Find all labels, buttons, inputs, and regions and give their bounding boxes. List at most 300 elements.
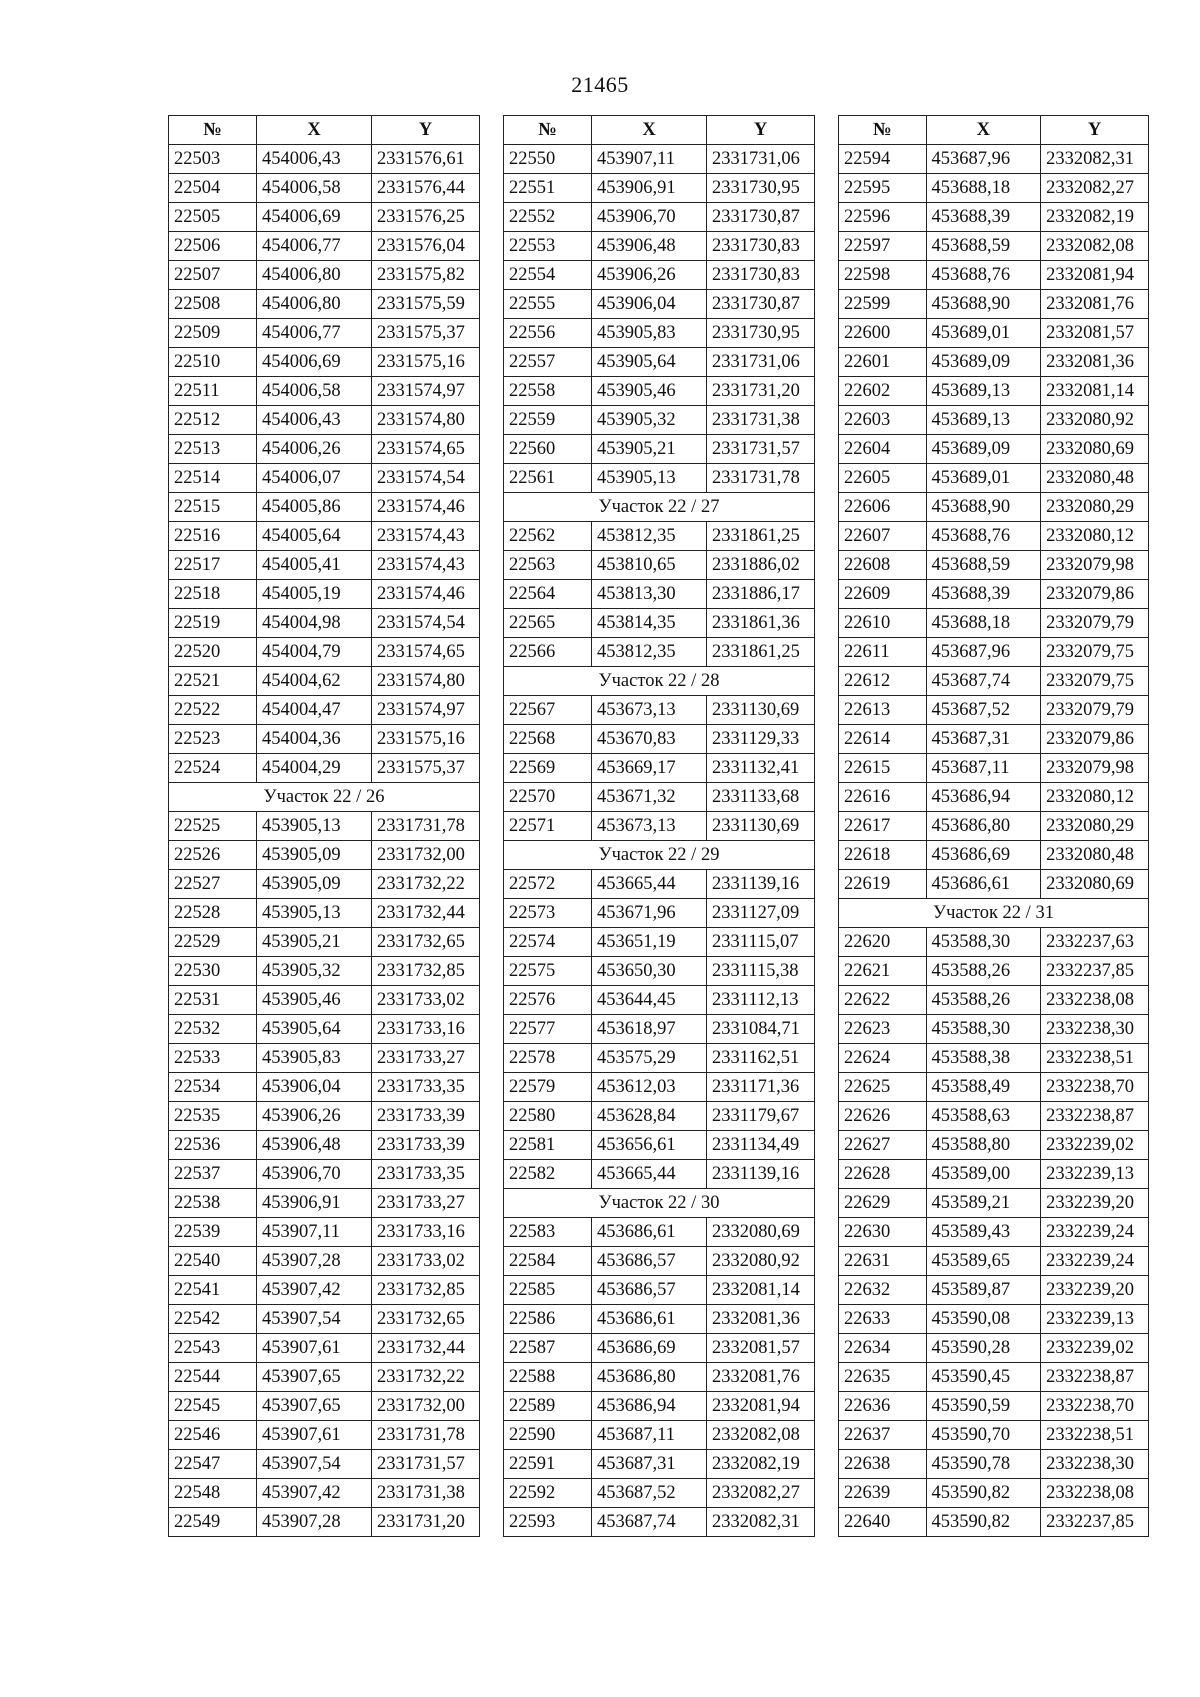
point-number-cell: 22558 xyxy=(504,377,592,406)
point-number-cell: 22536 xyxy=(169,1131,257,1160)
y-coordinate-cell: 2331730,95 xyxy=(707,174,815,203)
y-coordinate-cell: 2331732,85 xyxy=(372,1276,480,1305)
y-coordinate-cell: 2331886,17 xyxy=(707,580,815,609)
section-title: Участок 22 / 30 xyxy=(504,1189,815,1218)
x-coordinate-cell: 453688,59 xyxy=(926,232,1041,261)
y-coordinate-cell: 2332238,51 xyxy=(1041,1421,1149,1450)
x-coordinate-cell: 453810,65 xyxy=(592,551,707,580)
y-coordinate-cell: 2331574,54 xyxy=(372,464,480,493)
table-row xyxy=(839,696,1149,725)
table-row xyxy=(169,1334,480,1363)
section-title: Участок 22 / 29 xyxy=(504,841,815,870)
section-row xyxy=(169,783,480,812)
point-number-cell: 22613 xyxy=(839,696,927,725)
point-number-cell: 22507 xyxy=(169,261,257,290)
y-coordinate-cell: 2331730,83 xyxy=(707,261,815,290)
x-coordinate-cell: 453907,11 xyxy=(257,1218,372,1247)
point-number-cell: 22607 xyxy=(839,522,927,551)
point-number-cell: 22628 xyxy=(839,1160,927,1189)
y-coordinate-cell: 2331130,69 xyxy=(707,696,815,725)
y-coordinate-cell: 2331732,44 xyxy=(372,1334,480,1363)
x-coordinate-cell: 454006,43 xyxy=(257,145,372,174)
table-row xyxy=(169,232,480,261)
y-coordinate-cell: 2331139,16 xyxy=(707,1160,815,1189)
table-row xyxy=(839,928,1149,957)
x-coordinate-cell: 453812,35 xyxy=(592,638,707,667)
table-row xyxy=(839,812,1149,841)
x-coordinate-cell: 454006,80 xyxy=(257,261,372,290)
y-coordinate-cell: 2331574,43 xyxy=(372,551,480,580)
table-header-row xyxy=(169,116,480,145)
point-number-cell: 22599 xyxy=(839,290,927,319)
y-coordinate-cell: 2331732,22 xyxy=(372,870,480,899)
x-coordinate-cell: 453905,21 xyxy=(592,435,707,464)
table-row xyxy=(169,1305,480,1334)
point-number-cell: 22579 xyxy=(504,1073,592,1102)
table-row xyxy=(169,754,480,783)
x-coordinate-cell: 454006,07 xyxy=(257,464,372,493)
table-row xyxy=(839,1015,1149,1044)
table-row xyxy=(839,1131,1149,1160)
table-row xyxy=(169,928,480,957)
table-row xyxy=(839,1392,1149,1421)
y-coordinate-cell: 2331731,78 xyxy=(372,1421,480,1450)
point-number-cell: 22540 xyxy=(169,1247,257,1276)
point-number-cell: 22543 xyxy=(169,1334,257,1363)
point-number-cell: 22630 xyxy=(839,1218,927,1247)
y-coordinate-cell: 2332080,12 xyxy=(1041,522,1149,551)
y-coordinate-cell: 2332082,08 xyxy=(1041,232,1149,261)
x-coordinate-cell: 453687,11 xyxy=(592,1421,707,1450)
x-coordinate-cell: 453687,31 xyxy=(592,1450,707,1479)
x-coordinate-cell: 453671,32 xyxy=(592,783,707,812)
table-row xyxy=(839,377,1149,406)
y-coordinate-cell: 2332079,98 xyxy=(1041,754,1149,783)
y-coordinate-cell: 2332238,51 xyxy=(1041,1044,1149,1073)
section-title: Участок 22 / 27 xyxy=(504,493,815,522)
point-number-cell: 22509 xyxy=(169,319,257,348)
y-coordinate-cell: 2331130,69 xyxy=(707,812,815,841)
table-row xyxy=(839,870,1149,899)
table-row xyxy=(169,290,480,319)
point-number-cell: 22590 xyxy=(504,1421,592,1450)
point-number-cell: 22609 xyxy=(839,580,927,609)
table-row xyxy=(839,232,1149,261)
table-row xyxy=(504,957,815,986)
table-row xyxy=(504,435,815,464)
y-coordinate-cell: 2331731,38 xyxy=(372,1479,480,1508)
x-coordinate-cell: 454004,47 xyxy=(257,696,372,725)
y-coordinate-cell: 2331731,20 xyxy=(707,377,815,406)
point-number-cell: 22580 xyxy=(504,1102,592,1131)
point-number-cell: 22585 xyxy=(504,1276,592,1305)
y-coordinate-cell: 2332082,31 xyxy=(707,1508,815,1537)
x-coordinate-cell: 453686,94 xyxy=(592,1392,707,1421)
table-row xyxy=(169,551,480,580)
table-row xyxy=(839,1363,1149,1392)
table-row xyxy=(169,1189,480,1218)
y-coordinate-cell: 2331861,25 xyxy=(707,638,815,667)
y-coordinate-cell: 2332239,20 xyxy=(1041,1276,1149,1305)
y-coordinate-cell: 2332239,02 xyxy=(1041,1334,1149,1363)
x-coordinate-cell: 453687,74 xyxy=(592,1508,707,1537)
x-coordinate-cell: 453688,59 xyxy=(926,551,1041,580)
y-coordinate-cell: 2331732,00 xyxy=(372,841,480,870)
y-coordinate-cell: 2331733,27 xyxy=(372,1189,480,1218)
y-coordinate-cell: 2332079,79 xyxy=(1041,696,1149,725)
point-number-cell: 22639 xyxy=(839,1479,927,1508)
x-coordinate-cell: 453589,21 xyxy=(926,1189,1041,1218)
x-coordinate-cell: 453688,90 xyxy=(926,493,1041,522)
x-coordinate-cell: 453686,69 xyxy=(592,1334,707,1363)
y-coordinate-cell: 2332079,86 xyxy=(1041,580,1149,609)
table-row xyxy=(839,348,1149,377)
x-coordinate-cell: 454006,69 xyxy=(257,348,372,377)
point-number-cell: 22567 xyxy=(504,696,592,725)
x-coordinate-cell: 453575,29 xyxy=(592,1044,707,1073)
x-coordinate-cell: 453588,38 xyxy=(926,1044,1041,1073)
table-row xyxy=(839,1247,1149,1276)
table-row xyxy=(169,1363,480,1392)
point-number-cell: 22614 xyxy=(839,725,927,754)
y-coordinate-cell: 2331732,00 xyxy=(372,1392,480,1421)
x-coordinate-cell: 453673,13 xyxy=(592,812,707,841)
y-coordinate-cell: 2331576,61 xyxy=(372,145,480,174)
x-coordinate-cell: 454006,58 xyxy=(257,174,372,203)
table-row xyxy=(839,1334,1149,1363)
y-coordinate-cell: 2331732,22 xyxy=(372,1363,480,1392)
x-coordinate-cell: 453907,61 xyxy=(257,1421,372,1450)
y-coordinate-cell: 2331733,16 xyxy=(372,1015,480,1044)
y-coordinate-cell: 2332238,70 xyxy=(1041,1073,1149,1102)
section-row xyxy=(839,899,1149,928)
table-row xyxy=(169,377,480,406)
table-row xyxy=(839,1218,1149,1247)
x-coordinate-cell: 453906,04 xyxy=(592,290,707,319)
point-number-cell: 22632 xyxy=(839,1276,927,1305)
point-number-cell: 22551 xyxy=(504,174,592,203)
point-number-cell: 22575 xyxy=(504,957,592,986)
point-number-cell: 22508 xyxy=(169,290,257,319)
x-coordinate-cell: 453687,74 xyxy=(926,667,1041,696)
table-row xyxy=(839,1276,1149,1305)
x-coordinate-cell: 453907,65 xyxy=(257,1392,372,1421)
table-row xyxy=(839,986,1149,1015)
y-coordinate-cell: 2331084,71 xyxy=(707,1015,815,1044)
table-row xyxy=(169,580,480,609)
point-number-cell: 22584 xyxy=(504,1247,592,1276)
point-number-cell: 22529 xyxy=(169,928,257,957)
point-number-cell: 22549 xyxy=(169,1508,257,1537)
table-row xyxy=(839,1044,1149,1073)
table-row xyxy=(504,290,815,319)
table-row xyxy=(839,493,1149,522)
x-coordinate-cell: 453905,64 xyxy=(257,1015,372,1044)
section-title: Участок 22 / 31 xyxy=(839,899,1149,928)
y-coordinate-cell: 2332080,69 xyxy=(1041,435,1149,464)
table-row xyxy=(504,1421,815,1450)
point-number-cell: 22538 xyxy=(169,1189,257,1218)
point-number-cell: 22528 xyxy=(169,899,257,928)
y-coordinate-cell: 2332082,08 xyxy=(707,1421,815,1450)
y-coordinate-cell: 2331132,41 xyxy=(707,754,815,783)
point-number-cell: 22553 xyxy=(504,232,592,261)
x-coordinate-cell: 453612,03 xyxy=(592,1073,707,1102)
point-number-cell: 22634 xyxy=(839,1334,927,1363)
point-number-cell: 22504 xyxy=(169,174,257,203)
table-row xyxy=(169,1102,480,1131)
point-number-cell: 22619 xyxy=(839,870,927,899)
x-coordinate-cell: 453589,00 xyxy=(926,1160,1041,1189)
table-row xyxy=(504,1363,815,1392)
table-row xyxy=(839,261,1149,290)
point-number-cell: 22514 xyxy=(169,464,257,493)
y-coordinate-cell: 2331733,16 xyxy=(372,1218,480,1247)
point-number-cell: 22638 xyxy=(839,1450,927,1479)
x-coordinate-cell: 453588,30 xyxy=(926,1015,1041,1044)
x-coordinate-cell: 453588,26 xyxy=(926,986,1041,1015)
point-number-cell: 22566 xyxy=(504,638,592,667)
point-number-cell: 22591 xyxy=(504,1450,592,1479)
y-coordinate-cell: 2332237,63 xyxy=(1041,928,1149,957)
y-coordinate-cell: 2331574,46 xyxy=(372,493,480,522)
y-coordinate-cell: 2331115,07 xyxy=(707,928,815,957)
y-coordinate-cell: 2331574,43 xyxy=(372,522,480,551)
y-coordinate-cell: 2332081,14 xyxy=(707,1276,815,1305)
y-coordinate-cell: 2331730,95 xyxy=(707,319,815,348)
point-number-cell: 22530 xyxy=(169,957,257,986)
y-coordinate-cell: 2332081,14 xyxy=(1041,377,1149,406)
x-coordinate-cell: 454006,69 xyxy=(257,203,372,232)
table-row xyxy=(839,1508,1149,1537)
table-row xyxy=(504,203,815,232)
point-number-cell: 22518 xyxy=(169,580,257,609)
table-row xyxy=(504,609,815,638)
x-coordinate-cell: 453907,11 xyxy=(592,145,707,174)
point-number-cell: 22570 xyxy=(504,783,592,812)
y-coordinate-cell: 2331575,16 xyxy=(372,348,480,377)
table-row xyxy=(839,1160,1149,1189)
y-coordinate-cell: 2331731,78 xyxy=(372,812,480,841)
y-coordinate-cell: 2331730,83 xyxy=(707,232,815,261)
x-coordinate-cell: 454004,36 xyxy=(257,725,372,754)
point-number-cell: 22548 xyxy=(169,1479,257,1508)
y-coordinate-cell: 2331732,85 xyxy=(372,957,480,986)
x-coordinate-cell: 453628,84 xyxy=(592,1102,707,1131)
point-number-cell: 22556 xyxy=(504,319,592,348)
point-number-cell: 22627 xyxy=(839,1131,927,1160)
table-row xyxy=(169,609,480,638)
x-coordinate-cell: 453905,09 xyxy=(257,841,372,870)
y-coordinate-cell: 2331733,35 xyxy=(372,1160,480,1189)
y-coordinate-cell: 2331171,36 xyxy=(707,1073,815,1102)
y-coordinate-cell: 2332079,75 xyxy=(1041,667,1149,696)
table-row xyxy=(504,261,815,290)
point-number-cell: 22635 xyxy=(839,1363,927,1392)
y-coordinate-cell: 2331733,39 xyxy=(372,1102,480,1131)
x-coordinate-cell: 453688,18 xyxy=(926,174,1041,203)
y-coordinate-cell: 2332080,69 xyxy=(707,1218,815,1247)
y-coordinate-cell: 2332239,02 xyxy=(1041,1131,1149,1160)
y-coordinate-cell: 2331574,80 xyxy=(372,667,480,696)
point-number-cell: 22533 xyxy=(169,1044,257,1073)
x-coordinate-cell: 453905,13 xyxy=(257,899,372,928)
x-coordinate-cell: 453688,90 xyxy=(926,290,1041,319)
x-coordinate-cell: 453906,91 xyxy=(592,174,707,203)
point-number-cell: 22623 xyxy=(839,1015,927,1044)
point-number-cell: 22620 xyxy=(839,928,927,957)
x-coordinate-cell: 453906,04 xyxy=(257,1073,372,1102)
x-coordinate-cell: 453688,39 xyxy=(926,580,1041,609)
table-row xyxy=(839,1189,1149,1218)
table-row xyxy=(839,406,1149,435)
x-coordinate-cell: 454006,43 xyxy=(257,406,372,435)
table-row xyxy=(504,1102,815,1131)
table-row xyxy=(504,348,815,377)
table-row xyxy=(504,377,815,406)
table-row xyxy=(169,406,480,435)
y-coordinate-cell: 2332081,57 xyxy=(707,1334,815,1363)
x-coordinate-cell: 453669,17 xyxy=(592,754,707,783)
x-coordinate-cell: 453686,57 xyxy=(592,1276,707,1305)
table-row xyxy=(839,1305,1149,1334)
table-row xyxy=(504,232,815,261)
point-number-cell: 22621 xyxy=(839,957,927,986)
table-row xyxy=(839,1102,1149,1131)
section-title: Участок 22 / 26 xyxy=(169,783,480,812)
y-coordinate-cell: 2331574,97 xyxy=(372,377,480,406)
x-coordinate-cell: 454006,77 xyxy=(257,232,372,261)
section-row xyxy=(504,1189,815,1218)
table-row xyxy=(839,638,1149,667)
x-coordinate-cell: 454005,64 xyxy=(257,522,372,551)
table-row xyxy=(504,145,815,174)
y-coordinate-cell: 2331574,80 xyxy=(372,406,480,435)
x-coordinate-cell: 453590,78 xyxy=(926,1450,1041,1479)
point-number-cell: 22541 xyxy=(169,1276,257,1305)
table-row xyxy=(504,1450,815,1479)
x-coordinate-cell: 453656,61 xyxy=(592,1131,707,1160)
x-coordinate-cell: 454006,26 xyxy=(257,435,372,464)
y-coordinate-cell: 2332081,76 xyxy=(1041,290,1149,319)
header-number: № xyxy=(839,116,927,145)
table-row xyxy=(504,1131,815,1160)
x-coordinate-cell: 453907,65 xyxy=(257,1363,372,1392)
point-number-cell: 22557 xyxy=(504,348,592,377)
x-coordinate-cell: 453686,61 xyxy=(592,1218,707,1247)
y-coordinate-cell: 2331574,97 xyxy=(372,696,480,725)
x-coordinate-cell: 453589,43 xyxy=(926,1218,1041,1247)
y-coordinate-cell: 2331576,04 xyxy=(372,232,480,261)
x-coordinate-cell: 453905,13 xyxy=(592,464,707,493)
x-coordinate-cell: 453590,45 xyxy=(926,1363,1041,1392)
x-coordinate-cell: 453907,28 xyxy=(257,1508,372,1537)
x-coordinate-cell: 453687,52 xyxy=(592,1479,707,1508)
y-coordinate-cell: 2331576,25 xyxy=(372,203,480,232)
table-row xyxy=(504,1305,815,1334)
table-row xyxy=(169,203,480,232)
x-coordinate-cell: 453588,63 xyxy=(926,1102,1041,1131)
y-coordinate-cell: 2332082,31 xyxy=(1041,145,1149,174)
point-number-cell: 22523 xyxy=(169,725,257,754)
table-row xyxy=(839,841,1149,870)
x-coordinate-cell: 453812,35 xyxy=(592,522,707,551)
table-row xyxy=(839,319,1149,348)
x-coordinate-cell: 454004,62 xyxy=(257,667,372,696)
y-coordinate-cell: 2331886,02 xyxy=(707,551,815,580)
point-number-cell: 22527 xyxy=(169,870,257,899)
point-number-cell: 22552 xyxy=(504,203,592,232)
x-coordinate-cell: 453686,94 xyxy=(926,783,1041,812)
x-coordinate-cell: 453665,44 xyxy=(592,1160,707,1189)
x-coordinate-cell: 454005,86 xyxy=(257,493,372,522)
y-coordinate-cell: 2332080,12 xyxy=(1041,783,1149,812)
table-row xyxy=(839,1421,1149,1450)
y-coordinate-cell: 2332080,29 xyxy=(1041,493,1149,522)
point-number-cell: 22532 xyxy=(169,1015,257,1044)
point-number-cell: 22531 xyxy=(169,986,257,1015)
point-number-cell: 22562 xyxy=(504,522,592,551)
point-number-cell: 22586 xyxy=(504,1305,592,1334)
table-row xyxy=(169,1479,480,1508)
point-number-cell: 22617 xyxy=(839,812,927,841)
table-row xyxy=(504,1218,815,1247)
y-coordinate-cell: 2332238,08 xyxy=(1041,986,1149,1015)
y-coordinate-cell: 2332239,13 xyxy=(1041,1305,1149,1334)
x-coordinate-cell: 454004,98 xyxy=(257,609,372,638)
y-coordinate-cell: 2332081,94 xyxy=(1041,261,1149,290)
table-row xyxy=(504,464,815,493)
table-row xyxy=(504,1073,815,1102)
x-coordinate-cell: 453905,21 xyxy=(257,928,372,957)
x-coordinate-cell: 453590,28 xyxy=(926,1334,1041,1363)
table-row xyxy=(839,290,1149,319)
point-number-cell: 22600 xyxy=(839,319,927,348)
x-coordinate-cell: 453686,80 xyxy=(592,1363,707,1392)
point-number-cell: 22612 xyxy=(839,667,927,696)
y-coordinate-cell: 2332080,92 xyxy=(707,1247,815,1276)
table-row xyxy=(504,1160,815,1189)
point-number-cell: 22625 xyxy=(839,1073,927,1102)
x-coordinate-cell: 453686,69 xyxy=(926,841,1041,870)
point-number-cell: 22606 xyxy=(839,493,927,522)
point-number-cell: 22577 xyxy=(504,1015,592,1044)
point-number-cell: 22512 xyxy=(169,406,257,435)
y-coordinate-cell: 2331129,33 xyxy=(707,725,815,754)
table-row xyxy=(169,1015,480,1044)
y-coordinate-cell: 2331574,46 xyxy=(372,580,480,609)
table-row xyxy=(839,667,1149,696)
x-coordinate-cell: 453588,49 xyxy=(926,1073,1041,1102)
x-coordinate-cell: 453590,82 xyxy=(926,1508,1041,1537)
table-row xyxy=(169,1073,480,1102)
point-number-cell: 22631 xyxy=(839,1247,927,1276)
table-row xyxy=(169,1450,480,1479)
x-coordinate-cell: 453905,32 xyxy=(592,406,707,435)
table-row xyxy=(169,957,480,986)
point-number-cell: 22505 xyxy=(169,203,257,232)
point-number-cell: 22545 xyxy=(169,1392,257,1421)
point-number-cell: 22583 xyxy=(504,1218,592,1247)
x-coordinate-cell: 453644,45 xyxy=(592,986,707,1015)
x-coordinate-cell: 453650,30 xyxy=(592,957,707,986)
header-number: № xyxy=(504,116,592,145)
y-coordinate-cell: 2332238,87 xyxy=(1041,1102,1149,1131)
table-row xyxy=(504,1276,815,1305)
x-coordinate-cell: 453618,97 xyxy=(592,1015,707,1044)
x-coordinate-cell: 453907,54 xyxy=(257,1305,372,1334)
y-coordinate-cell: 2331731,38 xyxy=(707,406,815,435)
